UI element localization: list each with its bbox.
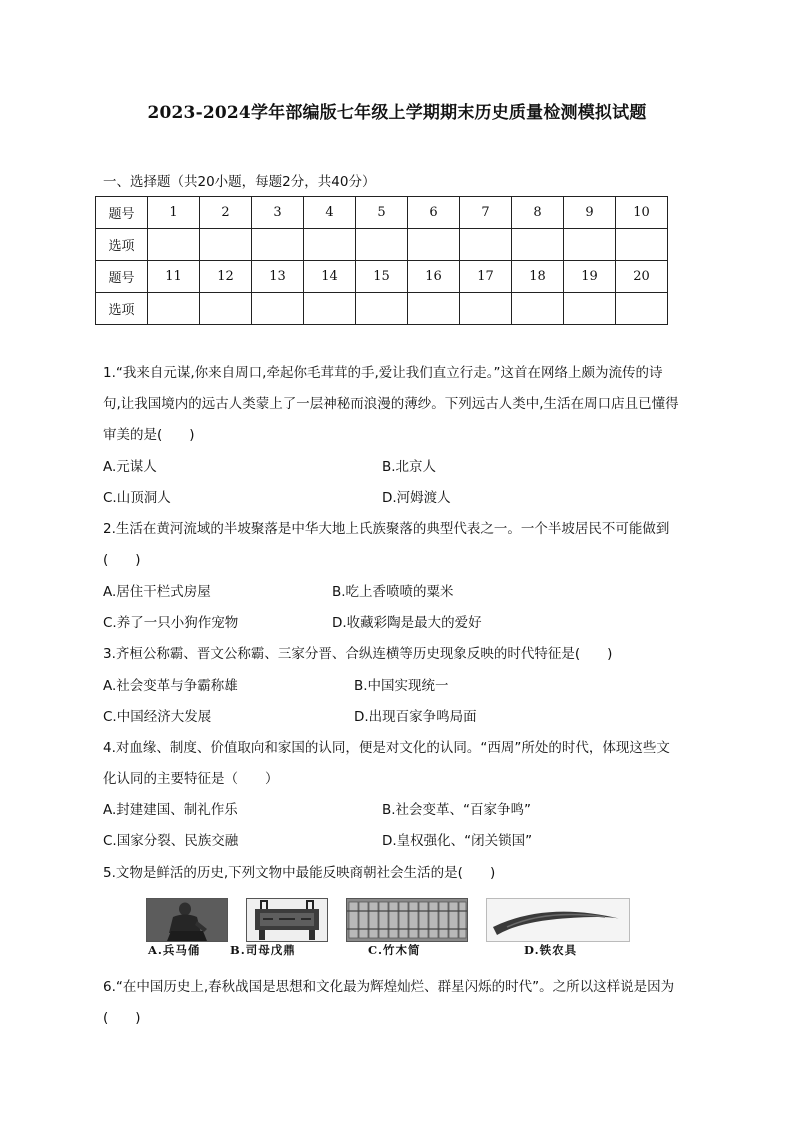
table-cell: 20 xyxy=(616,261,668,293)
table-cell: 2 xyxy=(200,197,252,229)
table-cell: 3 xyxy=(252,197,304,229)
question-5-stem: 5.文物是鲜活的历史,下列文物中最能反映商朝社会生活的是( ) xyxy=(103,865,496,881)
table-cell: 8 xyxy=(512,197,564,229)
table-cell: 14 xyxy=(304,261,356,293)
question-4-stem: 化认同的主要特征是（ ） xyxy=(103,771,279,787)
table-cell: 1 xyxy=(148,197,200,229)
question-2-option-a[interactable]: A.居住干栏式房屋 xyxy=(103,584,211,600)
caption-a: A.兵马俑 xyxy=(148,943,201,957)
caption-b: B.司母戊鼎 xyxy=(230,943,296,957)
question-6-stem: ( ) xyxy=(103,1010,141,1026)
answer-cell[interactable] xyxy=(356,293,408,325)
question-1-stem: 审美的是( ) xyxy=(103,427,195,443)
answer-cell[interactable] xyxy=(512,229,564,261)
question-3-option-d[interactable]: D.出现百家争鸣局面 xyxy=(354,709,477,725)
table-header-cell: 题号 xyxy=(96,261,148,293)
answer-cell[interactable] xyxy=(460,293,512,325)
question-4-option-c[interactable]: C.国家分裂、民族交融 xyxy=(103,833,239,849)
question-4-stem: 4.对血缘、制度、价值取向和家国的认同，便是对文化的认同。“西周”所处的时代，体现这些文 xyxy=(103,740,670,756)
answer-cell[interactable] xyxy=(616,229,668,261)
answer-cell[interactable] xyxy=(460,229,512,261)
table-cell: 11 xyxy=(148,261,200,293)
answer-cell[interactable] xyxy=(252,229,304,261)
table-row xyxy=(96,293,668,325)
table-cell: 12 xyxy=(200,261,252,293)
table-row xyxy=(96,197,668,229)
question-1-option-b[interactable]: B.北京人 xyxy=(382,459,437,475)
terracotta-warrior-image[interactable] xyxy=(146,898,228,942)
answer-cell[interactable] xyxy=(200,293,252,325)
question-3-option-a[interactable]: A.社会变革与争霸称雄 xyxy=(103,678,238,694)
answer-cell[interactable] xyxy=(148,229,200,261)
table-cell: 9 xyxy=(564,197,616,229)
question-3-option-b[interactable]: B.中国实现统一 xyxy=(354,678,449,694)
question-1-stem: 1.“我来自元谋,你来自周口,牵起你毛茸茸的手,爱让我们直立行走。”这首在网络上颇为流传的诗 xyxy=(103,365,663,381)
question-1-option-c[interactable]: C.山顶洞人 xyxy=(103,490,171,506)
answer-cell[interactable] xyxy=(304,229,356,261)
question-6-stem: 6.“在中国历史上,春秋战国是思想和文化最为辉煌灿烂、群星闪烁的时代”。之所以这样说是因为 xyxy=(103,979,675,995)
question-4-option-b[interactable]: B.社会变革、“百家争鸣” xyxy=(382,802,532,818)
question-4-option-d[interactable]: D.皇权强化、“闭关锁国” xyxy=(382,833,533,849)
iron-farm-tool-image[interactable] xyxy=(486,898,630,942)
answer-cell[interactable] xyxy=(408,293,460,325)
answer-cell[interactable] xyxy=(148,293,200,325)
table-cell: 16 xyxy=(408,261,460,293)
page-title: 2023-2024学年部编版七年级上学期期末历史质量检测模拟试题 xyxy=(147,103,647,123)
ding-vessel-image[interactable] xyxy=(246,898,328,942)
answer-table xyxy=(95,196,668,325)
answer-cell[interactable] xyxy=(616,293,668,325)
question-2-option-c[interactable]: C.养了一只小狗作宠物 xyxy=(103,615,239,631)
section-heading: 一、选择题（共20小题，每题2分，共40分） xyxy=(103,174,376,190)
table-cell: 15 xyxy=(356,261,408,293)
table-cell: 17 xyxy=(460,261,512,293)
answer-cell[interactable] xyxy=(564,229,616,261)
table-header-cell: 题号 xyxy=(96,197,148,229)
artifact-images xyxy=(146,898,636,958)
answer-cell[interactable] xyxy=(356,229,408,261)
table-header-cell: 选项 xyxy=(96,293,148,325)
question-1-stem: 句,让我国境内的远古人类蒙上了一层神秘而浪漫的薄纱。下列远古人类中,生活在周口店且已懂得 xyxy=(103,396,679,412)
question-1-option-d[interactable]: D.河姆渡人 xyxy=(382,490,451,506)
answer-cell[interactable] xyxy=(408,229,460,261)
table-cell: 7 xyxy=(460,197,512,229)
table-row xyxy=(96,229,668,261)
table-cell: 13 xyxy=(252,261,304,293)
bamboo-slips-image[interactable] xyxy=(346,898,468,942)
question-2-stem: ( ) xyxy=(103,552,141,568)
question-1-option-a[interactable]: A.元谋人 xyxy=(103,459,157,475)
question-3-stem: 3.齐桓公称霸、晋文公称霸、三家分晋、合纵连横等历史现象反映的时代特征是( ) xyxy=(103,646,613,662)
table-cell: 6 xyxy=(408,197,460,229)
answer-cell[interactable] xyxy=(564,293,616,325)
question-4-option-a[interactable]: A.封建建国、制礼作乐 xyxy=(103,802,238,818)
table-cell: 18 xyxy=(512,261,564,293)
question-2-option-d[interactable]: D.收藏彩陶是最大的爱好 xyxy=(332,615,482,631)
answer-cell[interactable] xyxy=(200,229,252,261)
table-header-cell: 选项 xyxy=(96,229,148,261)
table-cell: 4 xyxy=(304,197,356,229)
table-row xyxy=(96,261,668,293)
table-cell: 5 xyxy=(356,197,408,229)
answer-cell[interactable] xyxy=(512,293,564,325)
question-2-option-b[interactable]: B.吃上香喷喷的粟米 xyxy=(332,584,454,600)
caption-d: D.铁农具 xyxy=(524,943,578,957)
table-cell: 19 xyxy=(564,261,616,293)
question-3-option-c[interactable]: C.中国经济大发展 xyxy=(103,709,212,725)
answer-cell[interactable] xyxy=(252,293,304,325)
answer-cell[interactable] xyxy=(304,293,356,325)
question-2-stem: 2.生活在黄河流域的半坡聚落是中华大地上氏族聚落的典型代表之一。一个半坡居民不可能做到 xyxy=(103,521,670,537)
caption-c: C.竹木简 xyxy=(368,943,421,957)
table-cell: 10 xyxy=(616,197,668,229)
